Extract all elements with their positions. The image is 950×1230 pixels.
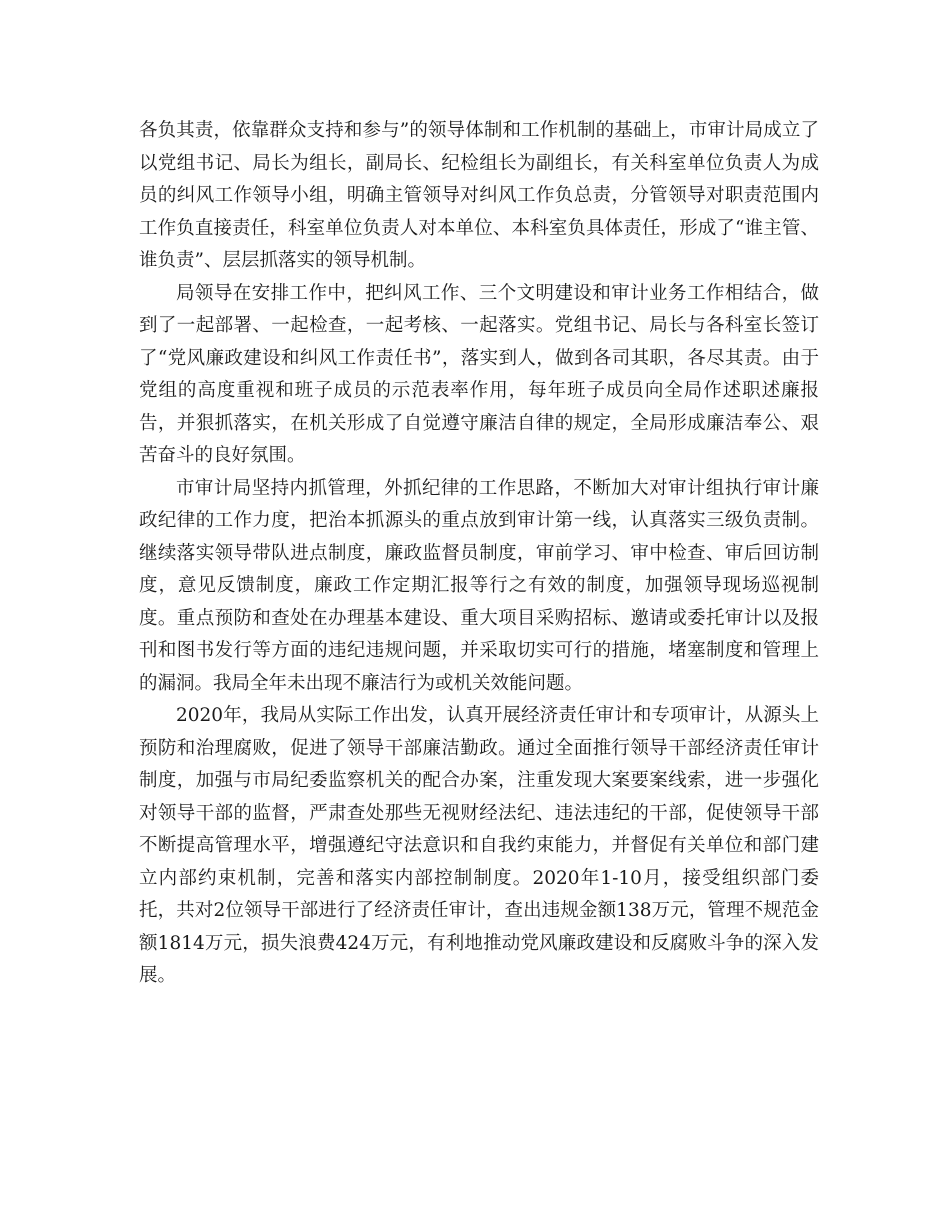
paragraph-1: 各负其责，依靠群众支持和参与”的领导体制和工作机制的基础上，市审计局成立了以党组书记、局长为组长，副局长、纪检组长为副组长，有关科室单位负责人为成员的纠风工作领导小组，明确主管领导对纠风工作负总责，分管领导对职责范围内工作负直接责任，科室单位负责人对本单位、本科室负具体责任，形成了“谁主管、谁负责”、层层抓落实的领导机制。 [139, 120, 819, 271]
paragraph-3: 市审计局坚持内抓管理，外抓纪律的工作思路，不断加大对审计组执行审计廉政纪律的工作力度，把治本抓源头的重点放到审计第一线，认真落实三级负责制。继续落实领导带队进点制度，廉政监督员制度，审前学习、审中检查、审后回访制度，意见反馈制度，廉政工作定期汇报等行之有效的制度，加强领导现场巡视制度。重点预防和查处在办理基本建设、重大项目采购招标、邀请或委托审计以及报刊和图书发行等方面的违纪违规问题，并采取切实可行的措施，堵塞制度和管理上的漏洞。我局全年未出现不廉洁行为或机关效能问题。 [139, 477, 819, 694]
paragraph-2: 局领导在安排工作中，把纠风工作、三个文明建设和审计业务工作相结合，做到了一起部署、一起检查，一起考核、一起落实。党组书记、局长与各科室长签订了“党风廉政建设和纠风工作责任书”，落实到人，做到各司其职，各尽其责。由于党组的高度重视和班子成员的示范表率作用，每年班子成员向全局作述职述廉报告，并狠抓落实，在机关形成了自觉遵守廉洁自律的规定，全局形成廉洁奉公、艰苦奋斗的良好氛围。 [139, 282, 819, 466]
document-body [139, 115, 819, 993]
paragraph-4: 2020年，我局从实际工作出发，认真开展经济责任审计和专项审计，从源头上预防和治理腐败，促进了领导干部廉洁勤政。通过全面推行领导干部经济责任审计制度，加强与市局纪委监察机关的配合办案，注重发现大案要案线索，进一步强化对领导干部的监督，严肃查处那些无视财经法纪、违法违纪的干部，促使领导干部不断提高管理水平，增强遵纪守法意识和自我约束能力，并督促有关单位和部门建立内部约束机制，完善和落实内部控制制度。2020年1-10月，接受组织部门委托，共对2位领导干部进行了经济责任审计，查出违规金额138万元，管理不规范金额1814万元，损失浪费424万元，有利地推动党风廉政建设和反腐败斗争的深入发展。 [139, 705, 819, 986]
